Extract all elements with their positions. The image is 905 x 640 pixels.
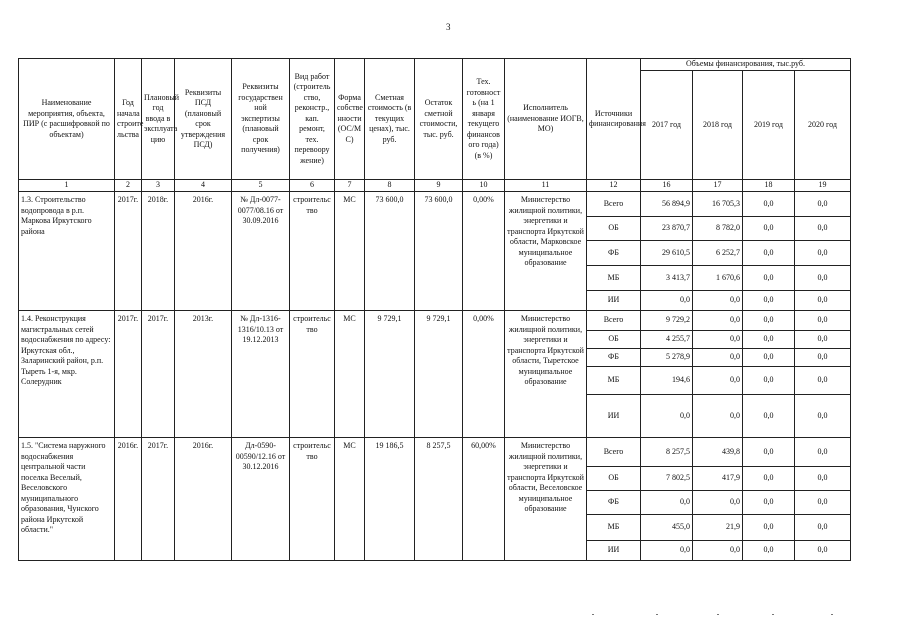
value-2020: 0,0 [795, 291, 851, 311]
executor: Министерство жилищной политики, энергетики и транспорта Иркутской области, Тыретское муниципальное образование [505, 311, 587, 438]
column-number: 7 [335, 180, 365, 192]
work-type: строительс тво [290, 438, 335, 561]
value-2017: 5 278,9 [641, 349, 693, 367]
value-2019: 0,0 [743, 266, 795, 291]
column-number: 18 [743, 180, 795, 192]
column-number: 2 [115, 180, 142, 192]
value-2019: 0,0 [743, 395, 795, 438]
source-name: ФБ [587, 491, 641, 515]
start-year: 2016г. [115, 438, 142, 561]
value-2018: 439,8 [693, 438, 743, 467]
column-number: 3 [142, 180, 175, 192]
start-year: 2017г. [115, 311, 142, 438]
source-row [19, 311, 851, 331]
source-name: МБ [587, 367, 641, 395]
value-2019: 0,0 [743, 541, 795, 561]
remainder-cost: 8 257,5 [415, 438, 463, 561]
value-2018: 0,0 [693, 291, 743, 311]
source-name: ОБ [587, 467, 641, 491]
value-2017: 194,6 [641, 367, 693, 395]
value-2020: 0,0 [795, 266, 851, 291]
estimate-cost: 73 600,0 [365, 192, 415, 311]
column-number: 4 [175, 180, 232, 192]
financing-table [18, 58, 851, 561]
header-row-top [19, 59, 851, 71]
scan-noise [0, 614, 905, 622]
source-name: Всего [587, 311, 641, 331]
value-2018: 0,0 [693, 491, 743, 515]
source-name: ОБ [587, 331, 641, 349]
value-2019: 0,0 [743, 467, 795, 491]
value-2018: 0,0 [693, 331, 743, 349]
value-2017: 0,0 [641, 491, 693, 515]
header-remainder: Остаток сметной стоимости, тыс. руб. [415, 59, 463, 180]
column-number: 17 [693, 180, 743, 192]
value-2018: 417,9 [693, 467, 743, 491]
value-2019: 0,0 [743, 192, 795, 217]
value-2019: 0,0 [743, 241, 795, 266]
readiness: 60,00% [463, 438, 505, 561]
psd-date: 2013г. [175, 311, 232, 438]
source-name: Всего [587, 438, 641, 467]
column-number: 9 [415, 180, 463, 192]
value-2017: 0,0 [641, 395, 693, 438]
column-number: 19 [795, 180, 851, 192]
readiness: 0,00% [463, 192, 505, 311]
executor: Министерство жилищной политики, энергетики и транспорта Иркутской области, Марковское муниципальное образование [505, 192, 587, 311]
column-number: 5 [232, 180, 290, 192]
column-number: 16 [641, 180, 693, 192]
page-number: 3 [446, 22, 451, 32]
value-2020: 0,0 [795, 395, 851, 438]
header-readiness: Тех. готовност ь (на 1 января текущего финансов ого года) (в %) [463, 59, 505, 180]
value-2017: 4 255,7 [641, 331, 693, 349]
expertise-ref: Дл-0590-00590/12.16 от 30.12.2016 [232, 438, 290, 561]
value-2018: 0,0 [693, 367, 743, 395]
value-2018: 16 705,3 [693, 192, 743, 217]
start-year: 2017г. [115, 192, 142, 311]
value-2018: 21,9 [693, 515, 743, 541]
value-2020: 0,0 [795, 491, 851, 515]
value-2020: 0,0 [795, 541, 851, 561]
value-2018: 6 252,7 [693, 241, 743, 266]
header-executor: Исполнитель (наименование ИОГВ, МО) [505, 59, 587, 180]
value-2018: 0,0 [693, 541, 743, 561]
value-2018: 0,0 [693, 395, 743, 438]
source-name: МБ [587, 515, 641, 541]
header-year-2017: 2017 год [641, 70, 693, 180]
source-name: ИИ [587, 395, 641, 438]
value-2018: 8 782,0 [693, 217, 743, 241]
estimate-cost: 19 186,5 [365, 438, 415, 561]
value-2020: 0,0 [795, 515, 851, 541]
value-2019: 0,0 [743, 331, 795, 349]
header-start-year: Год начала строите льства [115, 59, 142, 180]
value-2017: 9 729,2 [641, 311, 693, 331]
value-2017: 29 610,5 [641, 241, 693, 266]
plan-year: 2018г. [142, 192, 175, 311]
estimate-cost: 9 729,1 [365, 311, 415, 438]
value-2017: 3 413,7 [641, 266, 693, 291]
readiness: 0,00% [463, 311, 505, 438]
value-2020: 0,0 [795, 331, 851, 349]
column-number: 10 [463, 180, 505, 192]
header-expertise: Реквизиты государствен ной экспертизы (плановый срок получения) [232, 59, 290, 180]
value-2020: 0,0 [795, 367, 851, 395]
value-2018: 0,0 [693, 311, 743, 331]
project-name: 1.3. Строительство водопровода в р.п. Маркова Иркутского района [19, 192, 115, 311]
header-year-2019: 2019 год [743, 70, 795, 180]
project-name: 1.4. Реконструкция магистральных сетей водоснабжения по адресу: Иркутская обл., Заларинский район, р.п. Тыреть 1-я, мкр. Солерудник [19, 311, 115, 438]
value-2018: 1 670,6 [693, 266, 743, 291]
value-2017: 0,0 [641, 291, 693, 311]
source-name: ФБ [587, 241, 641, 266]
value-2017: 0,0 [641, 541, 693, 561]
source-name: Всего [587, 192, 641, 217]
value-2020: 0,0 [795, 192, 851, 217]
work-type: строительс тво [290, 192, 335, 311]
header-sources: Источники финансирования [587, 59, 641, 180]
ownership: МС [335, 438, 365, 561]
project-name: 1.5. "Система наружного водоснабжения центральной части поселка Веселый, Веселовского муниципального образования, Чунского района Иркутской области." [19, 438, 115, 561]
remainder-cost: 73 600,0 [415, 192, 463, 311]
value-2019: 0,0 [743, 491, 795, 515]
value-2020: 0,0 [795, 241, 851, 266]
psd-date: 2016г. [175, 438, 232, 561]
value-2017: 455,0 [641, 515, 693, 541]
source-name: ИИ [587, 291, 641, 311]
value-2020: 0,0 [795, 438, 851, 467]
column-number: 11 [505, 180, 587, 192]
value-2019: 0,0 [743, 311, 795, 331]
source-row [19, 438, 851, 467]
header-psd: Реквизиты ПСД (плановый срок утверждения ПСД) [175, 59, 232, 180]
value-2020: 0,0 [795, 311, 851, 331]
value-2019: 0,0 [743, 438, 795, 467]
header-ownership: Форма собстве нности (ОС/М С) [335, 59, 365, 180]
psd-date: 2016г. [175, 192, 232, 311]
value-2017: 8 257,5 [641, 438, 693, 467]
value-2019: 0,0 [743, 217, 795, 241]
value-2017: 56 894,9 [641, 192, 693, 217]
header-funding-group: Объемы финансирования, тыс.руб. [641, 59, 851, 71]
value-2020: 0,0 [795, 467, 851, 491]
value-2018: 0,0 [693, 349, 743, 367]
header-work-type: Вид работ (строитель ство, реконстр., кап. ремонт, тех. перевоору жение) [290, 59, 335, 180]
plan-year: 2017г. [142, 438, 175, 561]
value-2020: 0,0 [795, 217, 851, 241]
value-2019: 0,0 [743, 367, 795, 395]
value-2020: 0,0 [795, 349, 851, 367]
executor: Министерство жилищной политики, энергетики и транспорта Иркутской области, Веселовское муниципальное образование [505, 438, 587, 561]
value-2017: 7 802,5 [641, 467, 693, 491]
column-number: 8 [365, 180, 415, 192]
column-number: 12 [587, 180, 641, 192]
value-2019: 0,0 [743, 349, 795, 367]
ownership: МС [335, 192, 365, 311]
source-name: ФБ [587, 349, 641, 367]
plan-year: 2017г. [142, 311, 175, 438]
column-numbers-row [19, 180, 851, 192]
header-name: Наименование мероприятия, объекта, ПИР (с расшифровкой по объектам) [19, 59, 115, 180]
value-2017: 23 870,7 [641, 217, 693, 241]
header-plan-year: Плановый год ввода в эксплуата цию [142, 59, 175, 180]
remainder-cost: 9 729,1 [415, 311, 463, 438]
header-year-2020: 2020 год [795, 70, 851, 180]
source-name: МБ [587, 266, 641, 291]
expertise-ref: № Дл-0077-0077/08.16 от 30.09.2016 [232, 192, 290, 311]
value-2019: 0,0 [743, 291, 795, 311]
column-number: 1 [19, 180, 115, 192]
header-year-2018: 2018 год [693, 70, 743, 180]
expertise-ref: № Дл-1316-1316/10.13 от 19.12.2013 [232, 311, 290, 438]
value-2019: 0,0 [743, 515, 795, 541]
source-row [19, 192, 851, 217]
header-estimate: Сметная стоимость (в текущих ценах), тыс. руб. [365, 59, 415, 180]
work-type: строительс тво [290, 311, 335, 438]
ownership: МС [335, 311, 365, 438]
source-name: ИИ [587, 541, 641, 561]
column-number: 6 [290, 180, 335, 192]
source-name: ОБ [587, 217, 641, 241]
